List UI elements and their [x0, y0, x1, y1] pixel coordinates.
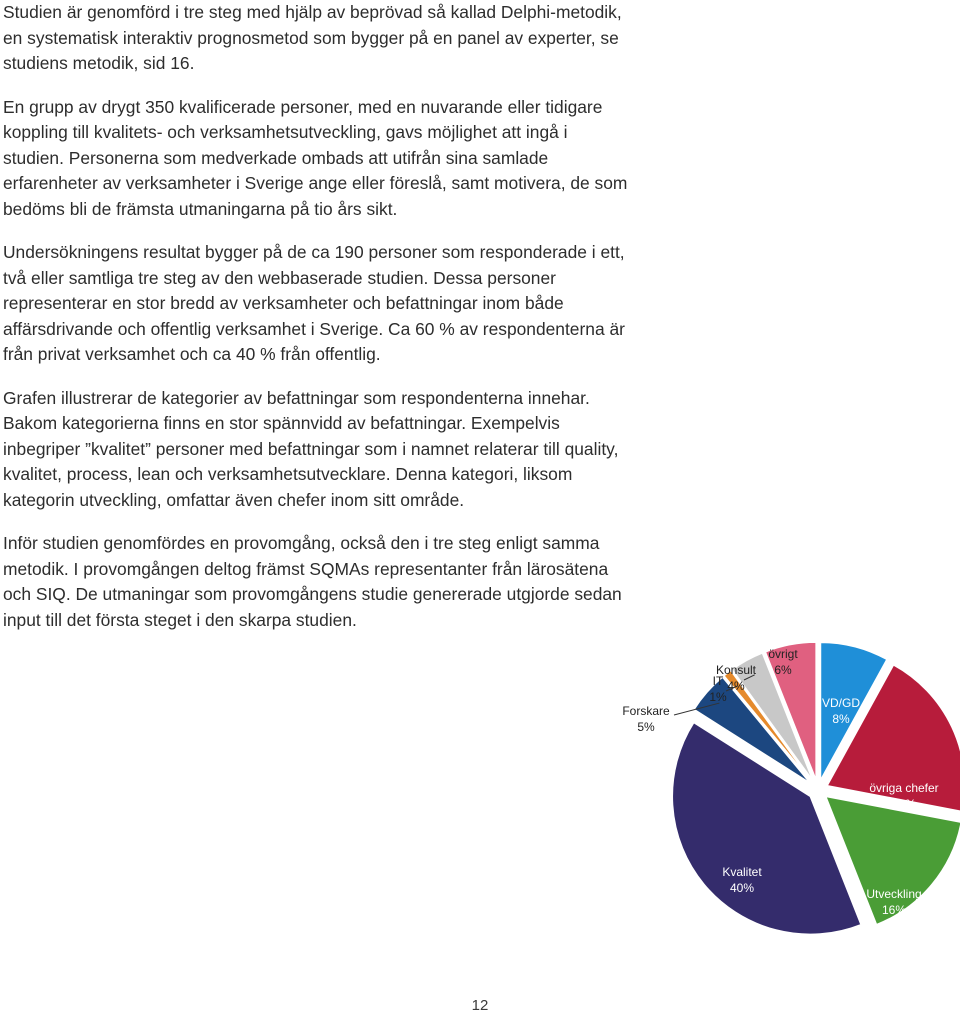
- paragraph-pilot: Inför studien genomfördes en provomgång, också den i tre steg enligt samma metodik. I provomgången deltog främst SQMAs representanter från lärosätena och SIQ. De utmaningar som provomgångens studie genererade utgjorde sedan input till det första steget i den skarpa studien.: [3, 533, 622, 630]
- slice-percent-label: 16%: [881, 903, 907, 917]
- paragraph-chart-description: Grafen illustrerar de kategorier av befattningar som respondenterna innehar. Bakom kategorierna finns en stor spännvidd av befattningar. Exempelvis inbegriper ”kvalitet” personer med befattningar som i namnet relaterar till quality, kvalitet, process, lean och verksamhetsutvecklare. Denna kategori, liksom kategorin utveckling, omfattar även chefer inom sitt område.: [3, 387, 619, 510]
- paragraph-results: Undersökningens resultat bygger på de ca 190 personer som responderade i ett, två eller samtliga tre steg av den webbaserade studien. Dessa personer representerar en stor bredd av verksamheter och befattningar inom både affärsdrivande och offentlig verksamhet i Sverige. Ca 60 % av respondenterna är från privat verksamhet och ca 40 % från offentlig.: [3, 242, 625, 364]
- slice-percent-label: 40%: [729, 881, 755, 895]
- slice-label: Forskare: [622, 704, 670, 718]
- slice-percent-label: 4%: [727, 679, 745, 693]
- slice-percent-label: 8%: [832, 712, 850, 726]
- slice-label: VD/GD: [821, 696, 861, 710]
- slice-label: Kvalitet: [722, 865, 762, 879]
- paragraph-method: Studien är genomförd i tre steg med hjälp av beprövad så kallad Delphi-metodik, en systematisk interaktiv prognosmetod som bygger på en panel av experter, se studiens metodik, sid 16.: [3, 2, 622, 73]
- slice-label: övriga chefer: [869, 781, 939, 795]
- slice-percent-label: 6%: [774, 663, 792, 677]
- position-pie-chart: [600, 630, 960, 960]
- slice-percent-label: 1%: [709, 690, 727, 704]
- paragraph-participants: En grupp av drygt 350 kvalificerade personer, med en nuvarande eller tidigare koppling till kvalitets- och verksamhetsutveckling, gavs möjlighet att ingå i studien. Personerna som medverkade ombads att utifrån sina samlade erfarenheter av verksamheter i Sverige ange eller föreslå, samt motivera, de som bedöms bli de främsta utmaningarna på tio års sikt.: [3, 96, 628, 219]
- slice-percent-label: 5%: [637, 720, 655, 734]
- slice-label: Konsult: [715, 663, 757, 677]
- slice-label: övrigt: [768, 647, 798, 661]
- slice-percent-label: 20%: [891, 797, 917, 811]
- pie-chart-svg: [600, 630, 960, 960]
- slice-label: IT: [712, 674, 724, 688]
- page-number: 12: [471, 997, 489, 1014]
- body-text: [3, 0, 628, 651]
- slice-label: Utveckling: [866, 887, 922, 901]
